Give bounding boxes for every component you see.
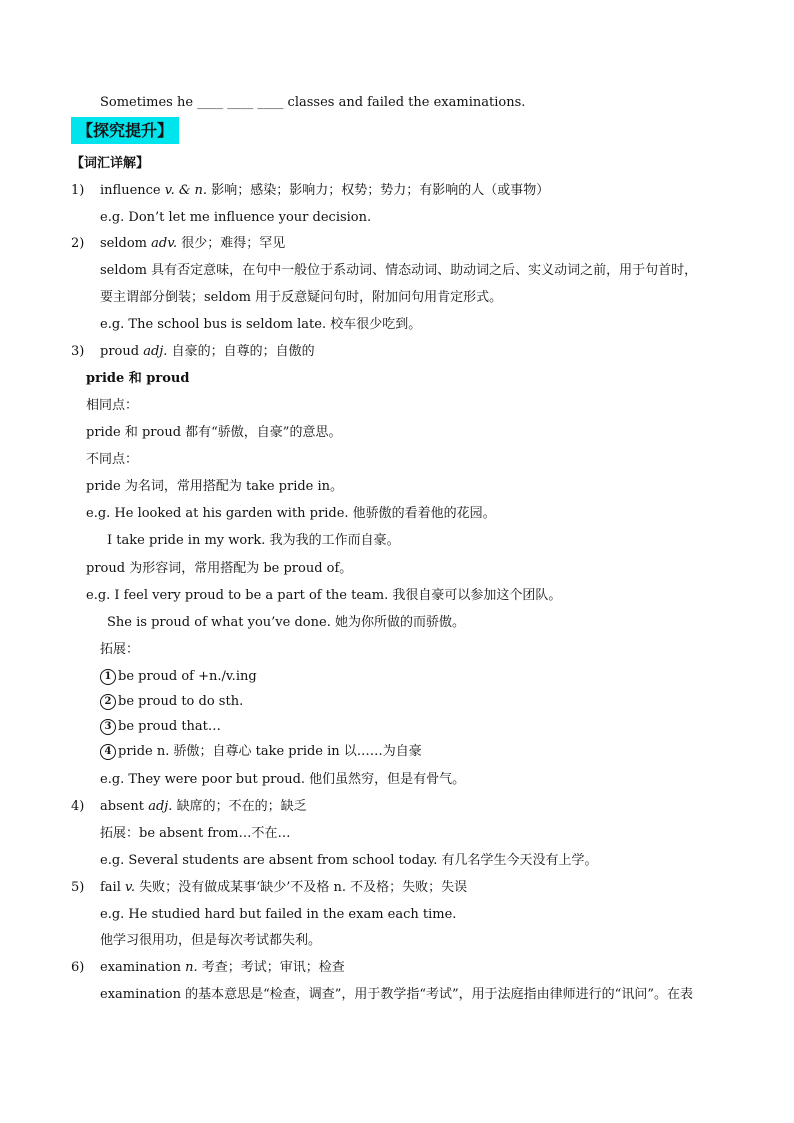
same-label: 相同点： <box>86 398 139 413</box>
expand-item <box>100 743 422 761</box>
entry-headword <box>100 798 307 816</box>
part-of-speech: adj. <box>148 799 173 814</box>
example-sentence: e.g. I feel very proud to be a part of the team. 我很自豪可以参加这个团队。 <box>86 588 562 603</box>
expand-item-text: pride n. 骄傲；自尊心 take pride in 以……为自豪 <box>118 744 422 759</box>
part-of-speech: adj. <box>143 344 168 359</box>
part-of-speech: n. <box>185 960 198 975</box>
meaning: 影响；感染；影响力；权势；势力；有影响的人（或事物） <box>211 183 550 198</box>
meaning: 很少；难得；罕见 <box>181 236 286 251</box>
example-translation: 他学习很用功，但是每次考试都失利。 <box>100 933 322 948</box>
expand-item <box>100 693 243 711</box>
meaning: 自豪的；自尊的；自傲的 <box>171 344 315 359</box>
example-sentence: I take pride in my work. 我为我的工作而自豪。 <box>107 533 400 548</box>
subsection-title: 【词汇详解】 <box>71 156 150 171</box>
diff-label: 不同点： <box>86 452 139 467</box>
example-sentence: She is proud of what you’ve done. 她为你所做的而骄傲。 <box>107 615 465 630</box>
example-sentence: e.g. He looked at his garden with pride. 他骄傲的看着他的花园。 <box>86 506 496 521</box>
entry-number: 5) <box>71 880 85 895</box>
usage-note: 要主谓部分倒装；seldom 用于反意疑问句时，附加问句用肯定形式。 <box>100 290 503 305</box>
section-banner: 【探究提升】 <box>71 117 179 144</box>
entry-number: 2) <box>71 236 85 251</box>
proud-note: proud 为形容词，常用搭配为 be proud of。 <box>86 561 353 576</box>
circled-number: 4 <box>100 744 116 760</box>
meaning: 缺席的；不在的；缺乏 <box>176 799 307 814</box>
same-text: pride 和 proud 都有“骄傲，自豪”的意思。 <box>86 425 342 440</box>
word: influence <box>100 183 161 198</box>
word: fail <box>100 880 121 895</box>
entry-headword <box>100 343 315 361</box>
example-sentence: e.g. They were poor but proud. 他们虽然穷，但是有骨气。 <box>100 772 466 787</box>
expand-item <box>100 668 257 686</box>
entry-headword <box>100 182 549 200</box>
expand-item <box>100 718 221 736</box>
compare-title: pride 和 proud <box>86 371 190 386</box>
part-of-speech: v. <box>125 880 135 895</box>
word: proud <box>100 344 140 359</box>
entry-headword <box>100 959 345 977</box>
entry-headword <box>100 235 285 253</box>
part-of-speech: adv. <box>151 236 178 251</box>
meaning: 考查；考试；审讯；检查 <box>201 960 345 975</box>
expand-note: 拓展：be absent from…不在… <box>100 826 291 841</box>
entry-number: 3) <box>71 344 85 359</box>
word: examination <box>100 960 181 975</box>
usage-note: examination 的基本意思是“检查，调查”，用于教学指“考试”，用于法庭指由律师进行的“讯问”。在表 <box>100 987 693 1002</box>
expand-item-text: be proud that… <box>118 719 221 734</box>
example-sentence: e.g. Several students are absent from school today. 有几名学生今天没有上学。 <box>100 853 598 868</box>
entry-number: 4) <box>71 799 85 814</box>
entry-number: 1) <box>71 183 85 198</box>
expand-item-text: be proud of +n./v.ing <box>118 669 257 684</box>
example-sentence: e.g. He studied hard but failed in the exam each time. <box>100 907 457 922</box>
expand-item-text: be proud to do sth. <box>118 694 244 709</box>
example-sentence: e.g. Don’t let me influence your decision. <box>100 210 372 225</box>
pride-note: pride 为名词，常用搭配为 take pride in。 <box>86 479 344 494</box>
example-sentence: e.g. The school bus is seldom late. 校车很少吃到。 <box>100 317 422 332</box>
intro-sentence: Sometimes he ____ ____ ____ classes and failed the examinations. <box>100 95 526 110</box>
word: seldom <box>100 236 147 251</box>
usage-note: seldom 具有否定意味，在句中一般位于系动词、情态动词、助动词之后、实义动词之前，用于句首时， <box>100 263 698 278</box>
entry-number: 6) <box>71 960 85 975</box>
expand-label: 拓展： <box>100 642 140 657</box>
part-of-speech: v. & n. <box>164 183 208 198</box>
circled-number: 2 <box>100 694 116 710</box>
word: absent <box>100 799 145 814</box>
entry-headword <box>100 879 467 897</box>
circled-number: 3 <box>100 719 116 735</box>
meaning: 失败；没有做成某事‘缺少’不及格 n. 不及格；失败；失误 <box>139 880 468 895</box>
circled-number: 1 <box>100 669 116 685</box>
